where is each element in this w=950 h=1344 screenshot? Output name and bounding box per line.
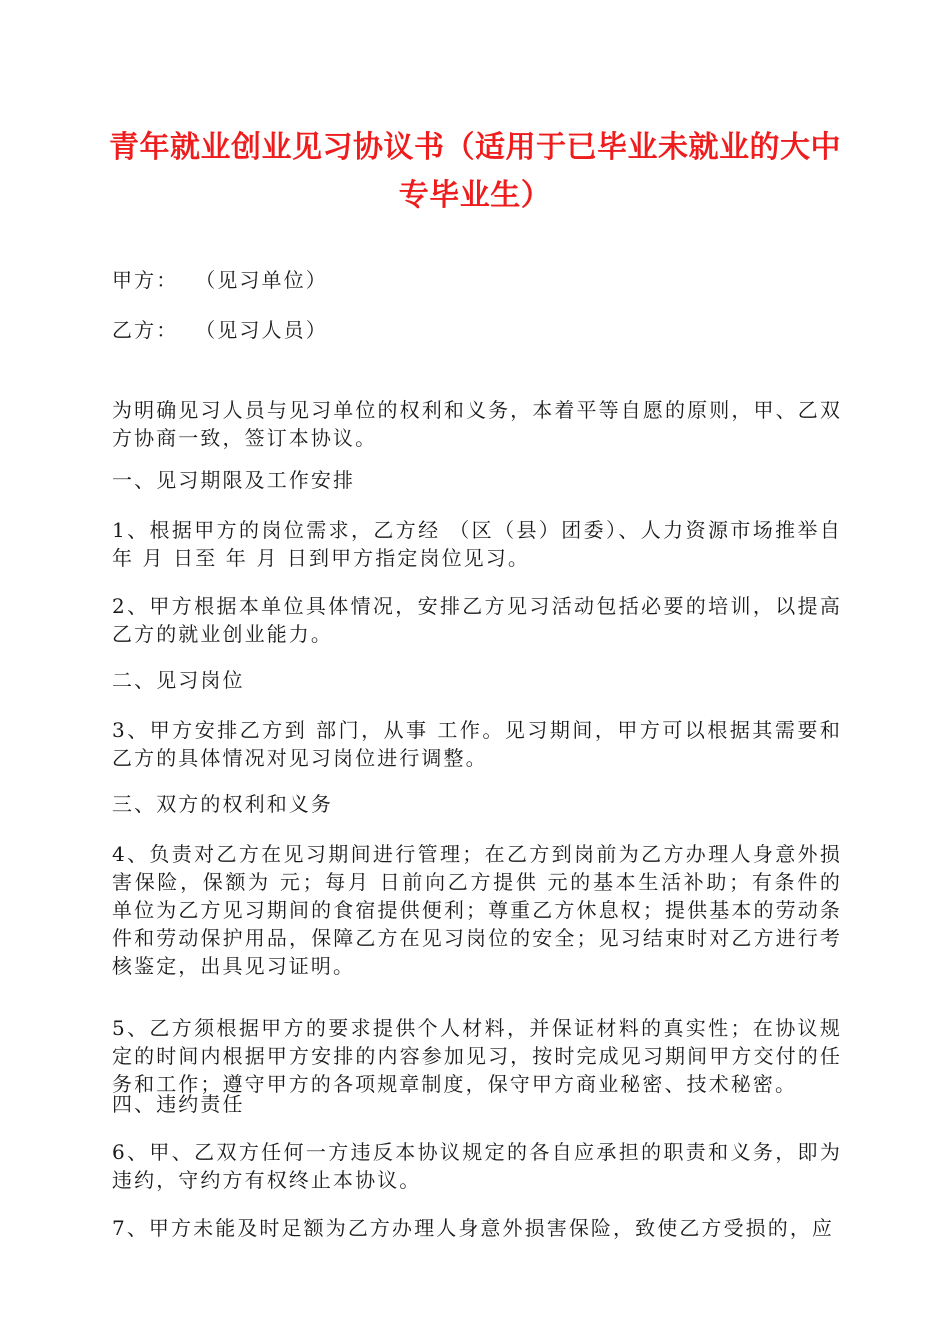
- section-heading: 二、见习岗位: [112, 668, 245, 692]
- section-heading: 四、违约责任: [112, 1092, 245, 1116]
- preamble-paragraph: 为明确见习人员与见习单位的权利和义务，本着平等自愿的原则，甲、乙双方协商一致，签订本协议。: [112, 398, 842, 450]
- section-heading: 三、双方的权利和义务: [112, 792, 333, 816]
- clause-paragraph: 2、甲方根据本单位具体情况，安排乙方见习活动包括必要的培训，以提高乙方的就业创业能力。: [112, 594, 842, 646]
- party-b-line: 乙方： （见习人员）: [112, 318, 328, 342]
- clause-paragraph: 7、甲方未能及时足额为乙方办理人身意外损害保险，致使乙方受损的，应: [112, 1216, 835, 1240]
- party-a-line: 甲方： （见习单位）: [112, 268, 328, 292]
- clause-paragraph: 4、负责对乙方在见习期间进行管理；在乙方到岗前为乙方办理人身意外损害保险，保额为 元；每月 日前向乙方提供 元的基本生活补助；有条件的单位为乙方见习期间的食宿提供便利；尊重乙方休息权；提供基本的劳动条件和劳动保护用品，保障乙方在见习岗位的安全；见习结束时对乙方进行考核鉴定，出具见习证明。: [112, 842, 842, 978]
- clause-paragraph: 5、乙方须根据甲方的要求提供个人材料，并保证材料的真实性；在协议规定的时间内根据甲方安排的内容参加见习，按时完成见习期间甲方交付的任务和工作；遵守甲方的各项规章制度，保守甲方商业秘密、技术秘密。: [112, 1016, 842, 1096]
- clause-paragraph: 1、根据甲方的岗位需求，乙方经 （区（县）团委）、人力资源市场推举自 年 月 日至 年 月 日到甲方指定岗位见习。: [112, 518, 851, 570]
- clause-paragraph: 6、甲、乙双方任何一方违反本协议规定的各自应承担的职责和义务，即为违约，守约方有权终止本协议。: [112, 1140, 842, 1192]
- clause-paragraph: 3、甲方安排乙方到 部门，从事 工作。见习期间，甲方可以根据其需要和乙方的具体情况对见习岗位进行调整。: [112, 718, 842, 770]
- section-heading: 一、见习期限及工作安排: [112, 468, 356, 492]
- document-title: 青年就业创业见习协议书（适用于已毕业未就业的大中专毕业生）: [109, 130, 841, 213]
